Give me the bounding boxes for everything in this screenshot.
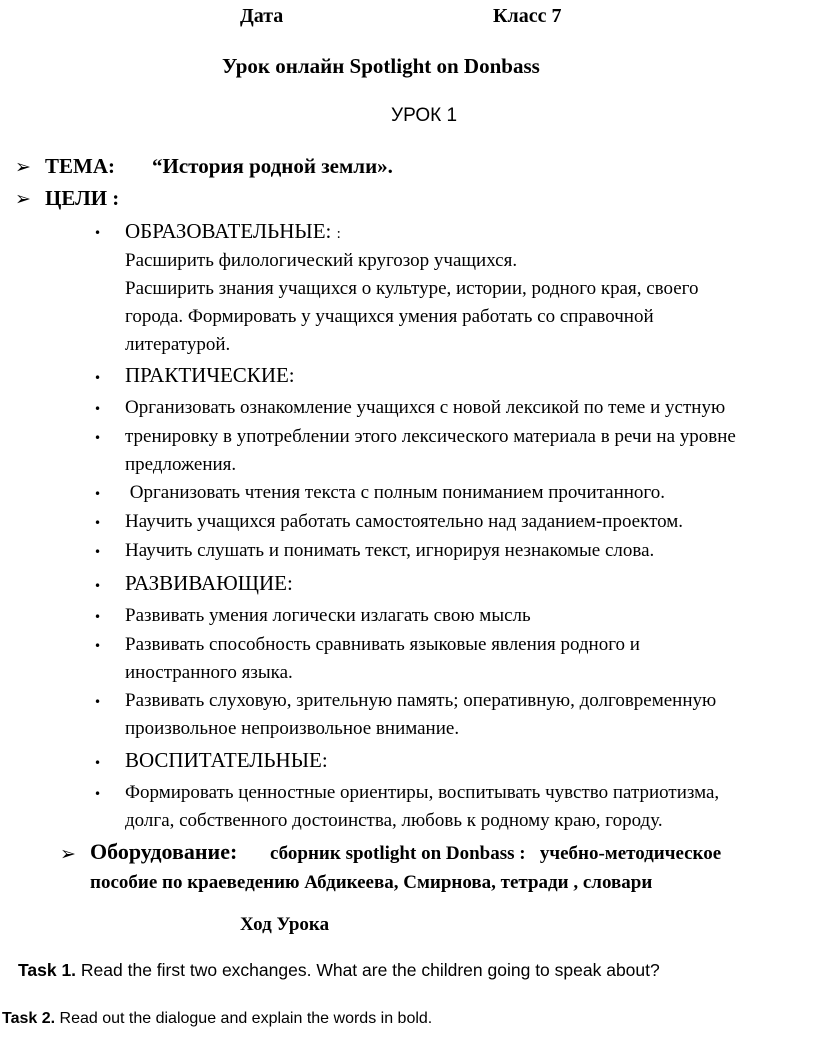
bullet-icon: • (94, 371, 102, 385)
practical-item: тренировку в употреблении этого лексического материала в речи на уровне (125, 426, 736, 447)
bullet-icon: • (94, 610, 102, 624)
topic-value: “История родной земли». (152, 154, 393, 178)
topic-label: ТЕМА: (45, 154, 115, 178)
bullet-icon: • (94, 639, 102, 653)
practical-heading: ПРАКТИЧЕСКИЕ: (125, 363, 295, 387)
developing-item: Развивать способность сравнивать языковые явления родного и (125, 634, 640, 655)
practical-item: Научить учащихся работать самостоятельно над заданием-проектом. (125, 511, 684, 532)
equipment-line: пособие по краеведению Абдикеева, Смирнова, тетради , словари (90, 872, 653, 893)
goals-label: ЦЕЛИ : (45, 186, 120, 210)
bullet-icon: • (94, 695, 102, 709)
class-label: Класс 7 (493, 5, 562, 27)
developing-item: Развивать слуховую, зрительную память; оперативную, долговременную (125, 690, 717, 711)
bullet-icon: • (94, 545, 102, 559)
educational-heading: ОБРАЗОВАТЕЛЬНЫЕ: : (125, 219, 341, 243)
developing-item: Развивать умения логически излагать свою мысль (125, 605, 531, 626)
bullet-icon: • (94, 402, 102, 416)
bullet-icon: • (94, 579, 102, 593)
upbringing-item: долга, собственного достоинства, любовь к родному краю, городу. (125, 810, 663, 831)
date-label: Дата (240, 5, 284, 27)
practical-item: предложения. (125, 454, 237, 475)
task-1: Task 1. Read the first two exchanges. What are the children going to speak about? (18, 960, 660, 980)
lesson-flow-heading: Ход Урока (240, 914, 330, 935)
practical-item: Организовать ознакомление учащихся с новой лексикой по теме и устную (125, 397, 726, 418)
developing-item: иностранного языка. (125, 662, 293, 683)
developing-heading: РАЗВИВАЮЩИЕ: (125, 571, 293, 595)
equipment-label: Оборудование: (90, 839, 238, 864)
upbringing-heading: ВОСПИТАТЕЛЬНЫЕ: (125, 748, 328, 772)
bullet-icon: • (94, 756, 102, 770)
arrow-bullet-icon: ➢ (60, 843, 76, 865)
educational-line: Расширить филологический кругозор учащихся. (125, 250, 518, 271)
lesson-title: Урок онлайн Spotlight on Donbass (222, 54, 540, 78)
bullet-icon: • (94, 516, 102, 530)
bullet-icon: • (94, 226, 102, 240)
bullet-icon: • (94, 487, 102, 501)
equipment-line: сборник spotlight on Donbass : учебно-методическое (270, 843, 722, 864)
task-2: Task 2. Read out the dialogue and explain the words in bold. (2, 1010, 433, 1027)
educational-line: литературой. (125, 334, 231, 355)
arrow-bullet-icon: ➢ (15, 156, 31, 178)
bullet-icon: • (94, 787, 102, 801)
practical-item: Организовать чтения текста с полным пониманием прочитанного. (125, 482, 666, 503)
educational-line: города. Формировать у учащихся умения работать со справочной (125, 306, 654, 327)
upbringing-item: Формировать ценностные ориентиры, воспитывать чувство патриотизма, (125, 782, 720, 803)
lesson-number: УРОК 1 (391, 105, 458, 126)
developing-item: произвольное непроизвольное внимание. (125, 718, 460, 739)
arrow-bullet-icon: ➢ (15, 188, 31, 210)
educational-line: Расширить знания учащихся о культуре, истории, родного края, своего (125, 278, 699, 299)
practical-item: Научить слушать и понимать текст, игнорируя незнакомые слова. (125, 540, 655, 561)
bullet-icon: • (94, 431, 102, 445)
